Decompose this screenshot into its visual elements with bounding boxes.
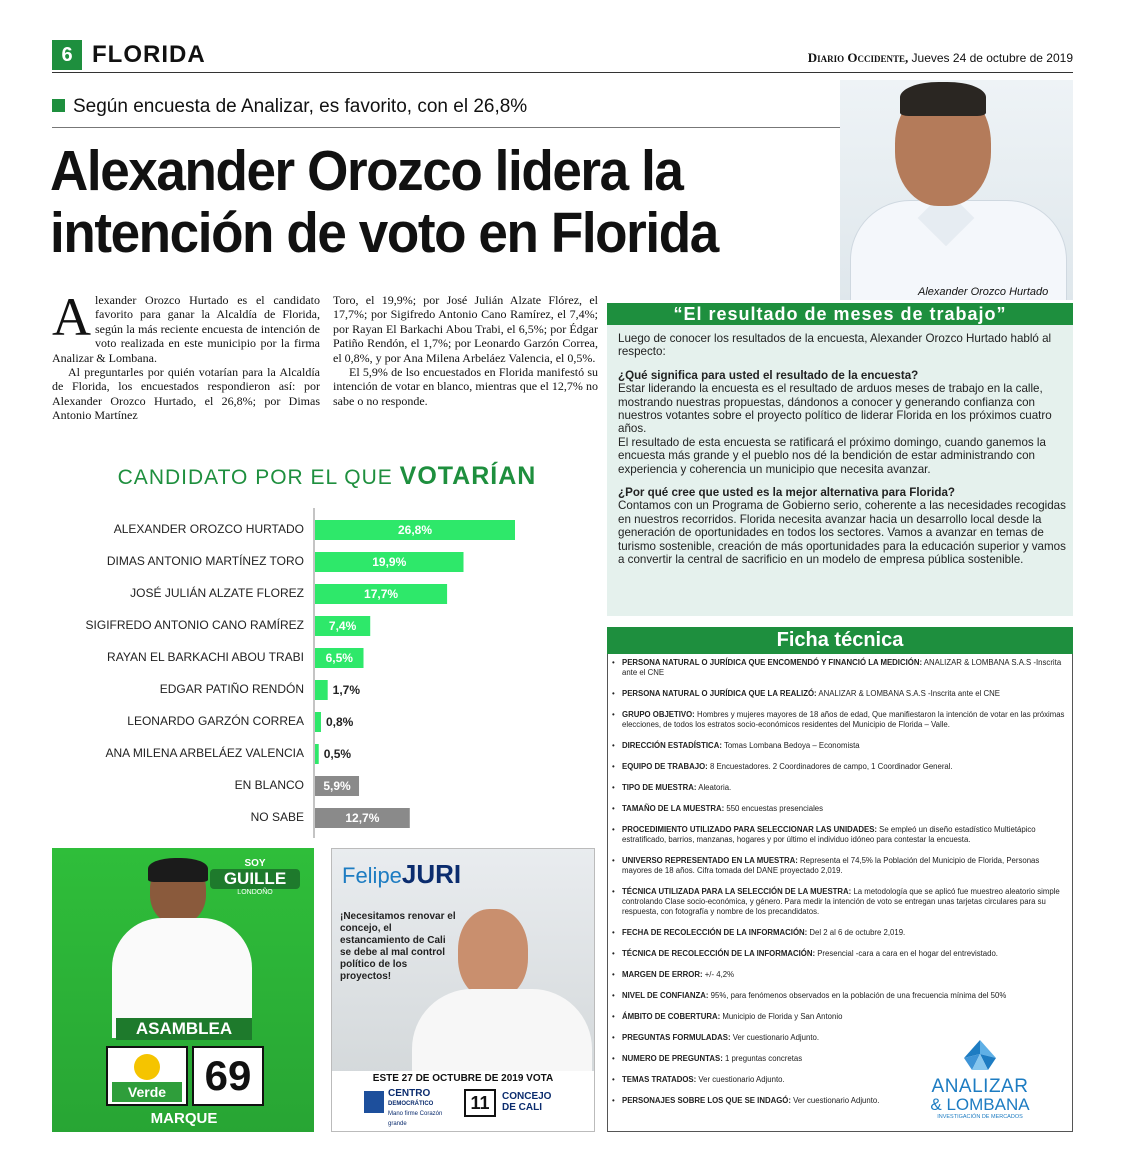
chart-bar	[315, 744, 319, 764]
ficha-item-value: Ver cuestionario Adjunto.	[696, 1075, 785, 1084]
ad-name: GUILLE	[210, 869, 300, 889]
ad-city: DE CALI	[502, 1102, 542, 1113]
paragraph-2: Al preguntarles por quién votarían para la Alcaldía de Florida, los encuestados respondieron así: por Alexander Orozco Hurtado, el 26,8%; por Dimas Antonio Martínez	[52, 365, 320, 423]
ad-ballot-number: 11	[464, 1089, 496, 1117]
chart-category-label: ALEXANDER OROZCO HURTADO	[113, 522, 304, 536]
ficha-item-value: Se empleó un diseño estadístico Multietápico estratificado, barrios, manzanas, hogares y por último el individuo idóneo para contestar la encuesta.	[622, 825, 1036, 844]
ad-party-2: DEMOCRÁTICO	[388, 1101, 434, 1107]
ficha-item	[612, 804, 1068, 814]
ad-candidate-shirt	[412, 989, 592, 1079]
ficha-item-value: Tomas Lombana Bedoya – Economista	[721, 741, 860, 750]
article-column-2	[333, 293, 598, 408]
issue-date: Jueves 24 de octubre de 2019	[908, 51, 1073, 65]
ad-office: ASAMBLEA	[116, 1018, 252, 1040]
interview-question-2: ¿Por qué cree que usted es la mejor alternativa para Florida?	[618, 486, 955, 500]
interview-question-1: ¿Qué significa para usted el resultado de la encuesta?	[618, 368, 919, 382]
ad-last-name: JURI	[401, 859, 462, 889]
kicker-square-icon	[52, 99, 65, 112]
interview-title: “El resultado de meses de trabajo”	[607, 303, 1073, 325]
ad-office-block	[502, 1091, 551, 1113]
chart-title-prefix: CANDIDATO POR EL QUE	[117, 466, 400, 489]
ficha-item-label: ÁMBITO DE COBERTURA:	[622, 1012, 721, 1021]
chart-category-label: EN BLANCO	[234, 778, 304, 792]
chart-category-label: NO SABE	[250, 810, 304, 824]
article-column-1	[52, 287, 320, 423]
ficha-item-value: Ver cuestionario Adjunto.	[790, 1096, 880, 1105]
kicker-text: Según encuesta de Analizar, es favorito, con el 26,8%	[73, 96, 528, 117]
ficha-item	[612, 949, 1068, 959]
chart-title-emphasis: VOTARÍAN	[399, 462, 537, 490]
photo-caption: Alexander Orozco Hurtado	[918, 286, 1049, 298]
chart-category-label: LEONARDO GARZÓN CORREA	[127, 714, 304, 728]
chart-bar	[315, 712, 321, 732]
logo-umbrella-icon	[958, 1038, 1002, 1072]
chart-value-label: 19,9%	[372, 555, 407, 569]
ficha-item-value: ANALIZAR & LOMBANA S.A.S -Inscrita ante el CNE	[622, 658, 1062, 677]
section-title: FLORIDA	[92, 41, 206, 68]
ficha-item-label: PERSONA NATURAL O JURÍDICA QUE ENCOMENDÓ Y FINANCIÓ LA MEDICIÓN:	[622, 658, 923, 667]
ad-candidate-name	[342, 859, 461, 890]
chart-value-label: 26,8%	[397, 523, 433, 537]
interview-intro: Luego de conocer los resultados de la encuesta, Alexander Orozco Hurtado habló al respecto:	[618, 332, 1052, 359]
ficha-item	[612, 928, 1068, 938]
portrait-hair	[900, 82, 986, 116]
ficha-item-value: Del 2 al 6 de octubre 2,019.	[807, 928, 906, 937]
chart-value-label: 1,7%	[332, 683, 361, 697]
ficha-item-label: PREGUNTAS FORMULADAS:	[622, 1033, 731, 1042]
ficha-item-value: ANALIZAR & LOMBANA S.A.S -Inscrita ante el CNE	[816, 689, 1000, 698]
ficha-item-value: Municipio de Florida y San Antonio	[720, 1012, 843, 1021]
newspaper-name: Diario Occidente,	[807, 50, 909, 65]
ficha-item-value: Representa el 74,5% la Población del Municipio de Florida, Personas mayores de 18 años. Cifra tomada del DANE proyectado 2,019.	[622, 856, 1040, 875]
ad-soy: SOY	[244, 858, 266, 869]
ad-first-name: Felipe	[342, 863, 402, 888]
header-rule	[52, 72, 1073, 73]
ad-party: CENTRO	[388, 1088, 431, 1099]
ad-office: CONCEJO	[502, 1091, 552, 1102]
ficha-item-label: NIVEL DE CONFIANZA:	[622, 991, 709, 1000]
ficha-item-label: EQUIPO DE TRABAJO:	[622, 762, 708, 771]
page-number: 6	[52, 40, 82, 70]
ficha-item	[612, 710, 1068, 730]
ficha-item-label: FECHA DE RECOLECCIÓN DE LA INFORMACIÓN:	[622, 928, 808, 937]
ficha-item-value: 1 preguntas concretas	[722, 1054, 803, 1063]
campaign-ad-guille-londono	[52, 848, 314, 1132]
ad-surname: LONDOÑO	[237, 889, 273, 896]
ad-party-3: Mano firme Corazón grande	[388, 1111, 443, 1127]
ad-quote: ¡Necesitamos renovar el concejo, el estancamiento de Cali se debe al mal control político de los proyectos!	[340, 911, 456, 982]
candidate-portrait	[840, 80, 1073, 300]
headline-line-2: intención de voto en Florida	[50, 201, 718, 265]
ficha-item-label: NUMERO DE PREGUNTAS:	[622, 1054, 723, 1063]
paragraph-4: El 5,9% de lso encuestados en Florida manifestó su intención de votar en blanco, mientras que el 12,7% no sabe o no responde.	[333, 365, 598, 408]
interview-body	[618, 332, 1066, 567]
ad-party-block	[388, 1089, 458, 1129]
ficha-item-label: TIPO DE MUESTRA:	[622, 783, 697, 792]
ficha-item-label: TÉCNICA DE RECOLECCIÓN DE LA INFORMACIÓN:	[622, 949, 816, 958]
ficha-item-value: La metodología que se aplicó fue muestreo aleatorio simple controlando Clase socio-económica, y género. Para medir la intención de voto se entregan unas tarjetas circulares para su respuesta, con fotografía y nombre de los precandidatos.	[622, 887, 1060, 916]
chart-category-label: RAYAN EL BARKACHI ABOU TRABI	[107, 650, 304, 664]
ficha-item-value: 8 Encuestadores. 2 Coordinadores de campo, 1 Coordinador General.	[707, 762, 953, 771]
logo-line-2: & LOMBANA	[930, 1095, 1030, 1114]
chart-value-label: 0,5%	[323, 747, 352, 761]
drop-cap: A	[52, 287, 91, 347]
chart-value-label: 6,5%	[325, 651, 353, 665]
chart-category-label: EDGAR PATIÑO RENDÓN	[159, 682, 304, 696]
ad-candidate-face	[458, 909, 528, 999]
ficha-item-label: UNIVERSO REPRESENTADO EN LA MUESTRA:	[622, 856, 798, 865]
chart-value-label: 0,8%	[325, 715, 354, 729]
ficha-item-label: PROCEDIMIENTO UTILIZADO PARA SELECCIONAR LAS UNIDADES:	[622, 825, 877, 834]
ficha-item	[612, 658, 1068, 678]
ficha-tecnica-title: Ficha técnica	[607, 627, 1073, 654]
ficha-item	[612, 741, 1068, 751]
kicker	[52, 96, 527, 118]
ficha-item-label: GRUPO OBJETIVO:	[622, 710, 695, 719]
ficha-item-value: Hombres y mujeres mayores de 18 años de edad, Que manifiestaron la intención de votar en las próximas elecciones, de todos los estratos socio-económicos residentes del Municipio de Florida – Valle.	[622, 710, 1065, 729]
interview-answer-1b: El resultado de esta encuesta se ratificará el próximo domingo, cuando ganemos la encuesta más grande y el pueblo nos dé la bendición de estar administrando con experiencia y coherencia un municipio que necesita avanzar.	[618, 435, 1046, 476]
ficha-item-value: +/- 4,2%	[702, 970, 734, 979]
ad-party-name: Verde	[112, 1082, 182, 1102]
ficha-item	[612, 783, 1068, 793]
ficha-item-label: TÉCNICA UTILIZADA PARA LA SELECCIÓN DE LA MUESTRA:	[622, 887, 852, 896]
ficha-item-label: TEMAS TRATADOS:	[622, 1075, 697, 1084]
ficha-item-label: PERSONAJES SOBRE LOS QUE SE INDAGÓ:	[622, 1096, 791, 1105]
ficha-item	[612, 991, 1068, 1001]
interview-answer-2: Contamos con un Programa de Gobierno serio, coherente a las necesidades recogidas en nuestros recorridos. Florida necesita avanzar hacia un desarrollo local desde la generación de oportunidades en todos los sectores. Vamos a avanzar en temas de turismo sostenible, creación de más oportunidades para la educación superior y vamos a convertir la central de sacrificio en un modelo de empresa pública sostenible.	[618, 499, 1066, 567]
ficha-item-label: MARGEN DE ERROR:	[622, 970, 703, 979]
headline-line-1: Alexander Orozco lidera la	[50, 139, 683, 203]
ficha-item-value: Presencial -cara a cara en el hogar del entrevistado.	[815, 949, 998, 958]
ficha-item	[612, 887, 1068, 917]
chart-category-label: DIMAS ANTONIO MARTÍNEZ TORO	[106, 554, 304, 568]
ficha-item	[612, 825, 1068, 845]
paragraph-3: Toro, el 19,9%; por José Julián Alzate Flórez, el 17,7%; por Sigifredo Antonio Cano Ramírez, el 7,4%; por Rayan El Barkachi Abou Trabi, el 6,5%; por Édgar Patiño Rendón, el 1,7%; por Leonardo Garzón Correa, el 0,8%, y por Ana Milena Arbeláez Valencia, el 0,5%.	[333, 293, 598, 365]
ficha-item-label: PERSONA NATURAL O JURÍDICA QUE LA REALIZÓ:	[622, 689, 817, 698]
analizar-lombana-logo	[915, 1038, 1045, 1123]
logo-line-3: INVESTIGACIÓN DE MERCADOS	[937, 1114, 1023, 1120]
chart-category-label: SIGIFREDO ANTONIO CANO RAMÍREZ	[85, 618, 304, 632]
campaign-ad-felipe-juri	[331, 848, 595, 1132]
chart-title	[52, 462, 602, 491]
kicker-rule	[52, 127, 865, 128]
ficha-item-value: Aleatoria.	[696, 783, 732, 792]
ad-ballot-number: 69	[192, 1046, 264, 1106]
chart-category-label: JOSÉ JULIÁN ALZATE FLOREZ	[130, 586, 304, 600]
chart-value-label: 5,9%	[323, 779, 351, 793]
headline	[50, 140, 822, 264]
ad-action: MARQUE	[150, 1110, 218, 1127]
ficha-item	[612, 689, 1068, 699]
dateline	[808, 50, 1073, 66]
ad-party-box	[106, 1046, 188, 1106]
ficha-item-value: Ver cuestionario Adjunto.	[730, 1033, 820, 1042]
ficha-item-value: 550 encuestas presenciales	[724, 804, 824, 813]
chart-bar	[315, 680, 328, 700]
paragraph-1: lexander Orozco Hurtado es el candidato favorito para ganar la Alcaldía de Florida, según la más reciente encuesta de intención de voto realizada en este municipio por la firma Analizar & Lombana.	[52, 293, 320, 365]
ficha-item-value: 95%, para fenómenos observados en la población de una frecuencia mínima del 50%	[708, 991, 1007, 1000]
sunflower-icon	[134, 1054, 160, 1080]
party-logo-icon	[364, 1091, 384, 1113]
ad-name-block	[210, 858, 300, 896]
chart-value-label: 17,7%	[364, 587, 399, 601]
interview-answer-1: Estar liderando la encuesta es el resultado de arduos meses de trabajo en la calle, mostrando nuestras propuestas, dándonos a conocer y generando confianza con nuestros votantes sobre el proyecto político de liderar Florida en los próximos cuatro años.	[618, 382, 1052, 436]
chart-category-label: ANA MILENA ARBELÁEZ VALENCIA	[105, 746, 304, 760]
logo-line-1: ANALIZAR	[931, 1076, 1029, 1097]
ad-vote-date: ESTE 27 DE OCTUBRE DE 2019 VOTA	[372, 1073, 554, 1084]
ficha-item	[612, 762, 1068, 772]
ficha-item-label: DIRECCIÓN ESTADÍSTICA:	[622, 741, 722, 750]
ficha-item	[612, 1012, 1068, 1022]
poll-bar-chart	[52, 508, 602, 838]
chart-value-label: 7,4%	[328, 619, 357, 633]
ficha-item	[612, 856, 1068, 876]
ficha-item-label: TAMAÑO DE LA MUESTRA:	[622, 804, 725, 813]
ad-candidate-hair	[148, 858, 208, 882]
ficha-item	[612, 970, 1068, 980]
chart-value-label: 12,7%	[345, 811, 380, 825]
